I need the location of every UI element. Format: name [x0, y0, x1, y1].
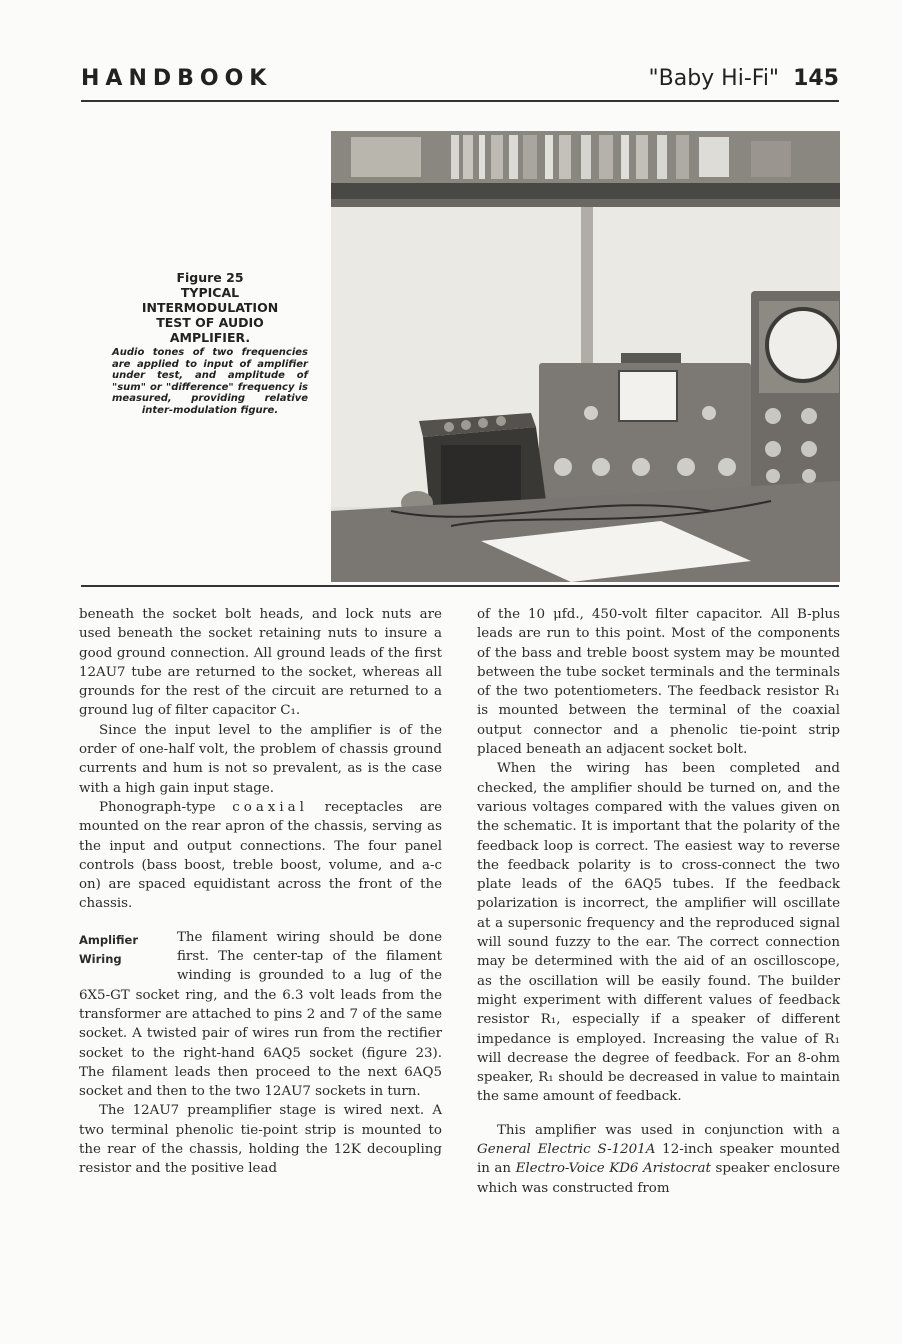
text-run: speaker enclosure which was constructed from: [477, 1161, 840, 1196]
paragraph: [79, 928, 442, 1102]
enclosure-model: Electro-Voice KD6 Aristocrat: [515, 1161, 711, 1177]
text-run: This amplifier was used in conjunction with a: [497, 1122, 840, 1138]
chapter-title: "Baby Hi-Fi": [648, 66, 780, 91]
speaker-model: General Electric S-1201A: [477, 1142, 656, 1158]
text-run: Phonograph-type: [99, 799, 233, 815]
figure-label: Figure 25: [176, 270, 244, 285]
paragraph: [477, 1121, 840, 1198]
figure-description: Audio tones of two frequencies are applied to input of amplifier under test, and amplitude of "sum" or "difference" frequency is measured, providing relative inter-modulation figure.: [112, 347, 308, 416]
paragraph: of the 10 μfd., 450-volt filter capacitor. All B-plus leads are run to this point. Most of the components of the bass and treble boost system may be mounted between the tube socket terminals and the terminals of the two potentiometers. The feedback resistor R₁ is mounted between the terminal of the coaxial output connector and a phenolic tie-point strip placed beneath an adjacent socket bolt.: [477, 607, 840, 758]
figure-title-line: TYPICAL: [180, 285, 240, 300]
text-run: receptacles are mounted on the rear apron of the chassis, serving as the input and output connections. The four panel controls (bass boost, treble boost, volume, and a-c on) are spaced equidistant across the front of the chassis.: [79, 799, 442, 912]
side-heading: [79, 931, 177, 969]
paragraph: Since the input level to the amplifier is of the order of one-half volt, the problem of chassis ground currents and hum is not so prevalent, as is the case with a high gain input stage.: [79, 722, 442, 796]
text-run: 12-inch speaker mounted in an: [477, 1142, 840, 1177]
test-bench-photo: [331, 131, 840, 582]
text-run: coaxial: [232, 799, 308, 815]
side-heading-line: Amplifier: [79, 932, 138, 947]
header-rule: [81, 100, 839, 102]
running-title: [649, 66, 840, 91]
figure-title-line: AMPLIFIER.: [169, 330, 251, 345]
paragraph: [79, 798, 442, 914]
figure-title-line: INTERMODULATION: [141, 300, 279, 315]
paragraph: When the wiring has been completed and checked, the amplifier should be turned on, and the various voltages compared with the values given on the schematic. It is important that the polarity of the feedback loop is correct. The easiest way to reverse the feedback polarity is to cross-connect the two plate leads of the 6AQ5 tubes. If the feedback polarization is incorrect, the amplifier will oscillate at a supersonic frequency and the reproduced signal will sound fuzzy to the ear. The correct connection may be determined with the aid of an oscilloscope, as the oscillation will be easily found. The builder might experiment with different values of feedback resistor R₁, especially if a speaker of different impedance is employed. Increasing the value of R₁ will decrease the degree of feedback. For an 8-ohm speaker, R₁ should be decreased in value to maintain the same amount of feedback.: [477, 761, 840, 1105]
figure-caption: [112, 270, 308, 416]
figure-title-line: TEST OF AUDIO: [156, 315, 264, 330]
paragraph: The 12AU7 preamplifier stage is wired next. A two terminal phenolic tie-point strip is mounted to the rear of the chassis, holding the 12K decoupling resistor and the positive lead: [79, 1103, 442, 1177]
figure-rule: [81, 585, 839, 587]
photo-illustration: [331, 131, 840, 582]
right-column: [477, 605, 840, 1198]
side-heading-line: Wiring: [79, 951, 122, 966]
book-title: HANDBOOK: [81, 66, 273, 91]
figure-title: [112, 270, 308, 345]
page-header: [81, 66, 839, 100]
left-column: [79, 605, 442, 1179]
paragraph: beneath the socket bolt heads, and lock nuts are used beneath the socket retaining nuts to insure a good ground connection. All ground leads of the first 12AU7 tube are returned to the socket, whereas all grounds for the rest of the circuit are returned to a ground lug of filter capacitor C₁.: [79, 607, 442, 719]
text-run: The filament wiring should be done first. The center-tap of the filament winding is grounded to a lug of the 6X5-GT socket ring, and the 6.3 volt leads from the transformer are attached to pins 2 and 7 of the same socket. A twisted pair of wires run from the rectifier socket to the right-hand 6AQ5 socket (figure 23). The filament leads then proceed to the next 6AQ5 socket and then to the two 12AU7 sockets in turn.: [79, 929, 442, 1100]
page-number: 145: [793, 66, 839, 91]
